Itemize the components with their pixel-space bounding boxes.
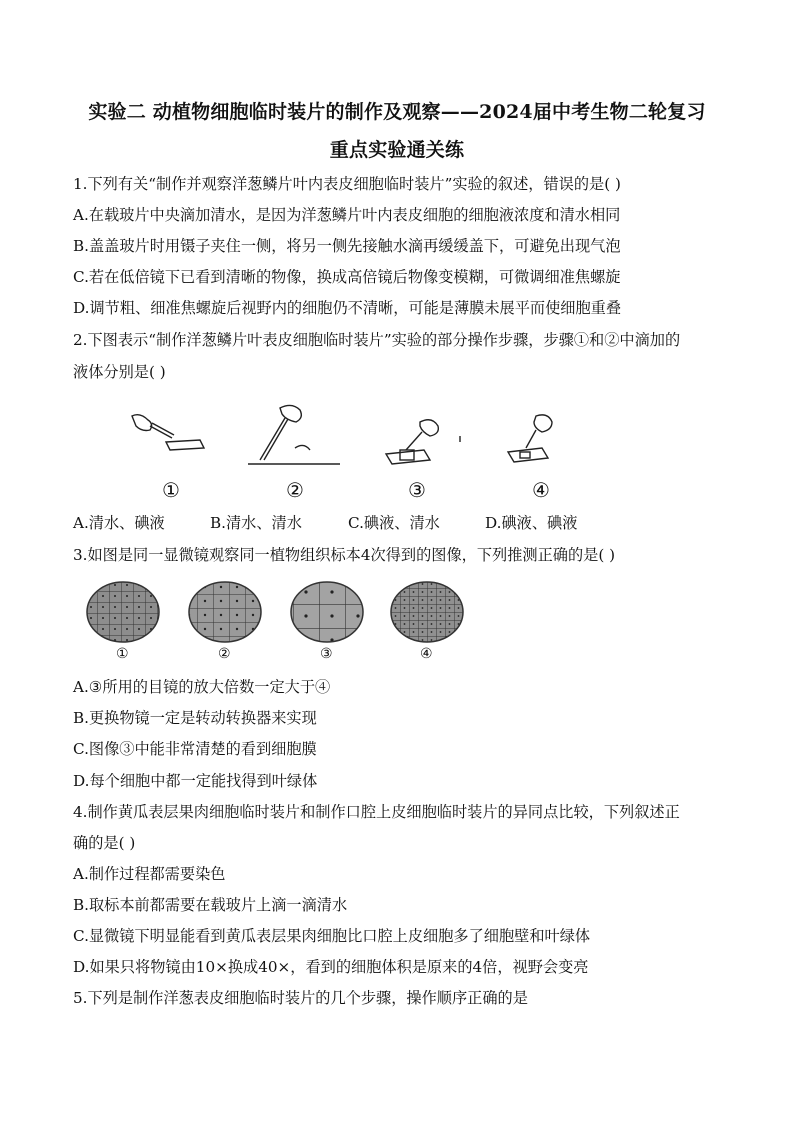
q2-step-label-2: ②	[286, 478, 304, 502]
step1-dropper-illustration	[132, 415, 204, 450]
q4-stem-line1: 4.制作黄瓜表层果肉细胞临时装片和制作口腔上皮细胞临时装片的异同点比较，下列叙述正	[73, 803, 680, 821]
q1-option-b: B.盖盖玻片时用镊子夹住一侧，将另一侧先接触水滴再缓缓盖下，可避免出现气泡	[73, 237, 621, 255]
q1-option-d: D.调节粗、细准焦螺旋后视野内的细胞仍不清晰，可能是薄膜未展平而使细胞重叠	[73, 299, 622, 317]
q3-view-label-2: ②	[218, 646, 231, 662]
q1-option-a: A.在载玻片中央滴加清水，是因为洋葱鳞片叶内表皮细胞的细胞液浓度和清水相同	[73, 206, 621, 224]
q3-view-label-1: ①	[116, 646, 129, 662]
view-3-cells	[291, 582, 363, 642]
q4-stem-line2: 确的是( )	[73, 834, 136, 852]
document-title: 实验二 动植物细胞临时装片的制作及观察——2024届中考生物二轮复习	[88, 101, 706, 123]
q3-option-a: A.③所用的目镜的放大倍数一定大于④	[73, 678, 331, 696]
q5-stem: 5.下列是制作洋葱表皮细胞临时装片的几个步骤，操作顺序正确的是	[73, 989, 528, 1007]
q2-option-a: A.清水、碘液	[73, 514, 165, 532]
view-2-cells	[189, 582, 261, 642]
q3-option-c: C.图像③中能非常清楚的看到细胞膜	[73, 740, 317, 758]
q4-option-a: A.制作过程都需要染色	[73, 865, 226, 883]
q2-stem-line1: 2.下图表示“制作洋葱鳞片叶表皮细胞临时装片”实验的部分操作步骤，步骤①和②中滴加的	[73, 331, 681, 349]
q2-option-b: B.清水、清水	[210, 514, 302, 532]
q4-option-b: B.取标本前都需要在载玻片上滴一滴清水	[73, 896, 348, 914]
q3-view-label-3: ③	[320, 646, 333, 662]
q4-option-d: D.如果只将物镜由10×换成40×，看到的细胞体积是原来的4倍，视野会变亮	[73, 958, 589, 976]
q3-stem: 3.如图是同一显微镜观察同一植物组织标本4次得到的图像，下列推测正确的是( )	[73, 546, 616, 564]
q2-step-label-1: ①	[162, 478, 180, 502]
q2-steps-figure	[120, 398, 580, 468]
q2-option-c: C.碘液、清水	[348, 514, 440, 532]
step4-stain-illustration	[508, 415, 552, 462]
view-1-cells	[87, 582, 159, 642]
document-subtitle: 重点实验通关练	[329, 139, 465, 161]
q2-stem-line2: 液体分别是( )	[73, 363, 166, 381]
q1-stem: 1.下列有关“制作并观察洋葱鳞片叶内表皮细胞临时装片”实验的叙述，错误的是( )	[73, 175, 621, 193]
q2-step-label-3: ③	[408, 478, 426, 502]
q1-option-c: C.若在低倍镜下已看到清晰的物像，换成高倍镜后物像变模糊，可微调细准焦螺旋	[73, 268, 621, 286]
step2-forceps-illustration	[248, 405, 340, 464]
q3-view-label-4: ④	[420, 646, 433, 662]
q3-option-d: D.每个细胞中都一定能找得到叶绿体	[73, 772, 318, 790]
q2-option-d: D.碘液、碘液	[485, 514, 578, 532]
view-4-cells	[391, 582, 463, 642]
q2-step-label-4: ④	[532, 478, 550, 502]
step3-coverslip-illustration	[386, 420, 460, 464]
q3-option-b: B.更换物镜一定是转动转换器来实现	[73, 709, 317, 727]
q3-microscope-views-figure	[85, 580, 475, 646]
q4-option-c: C.显微镜下明显能看到黄瓜表层果肉细胞比口腔上皮细胞多了细胞壁和叶绿体	[73, 927, 591, 945]
